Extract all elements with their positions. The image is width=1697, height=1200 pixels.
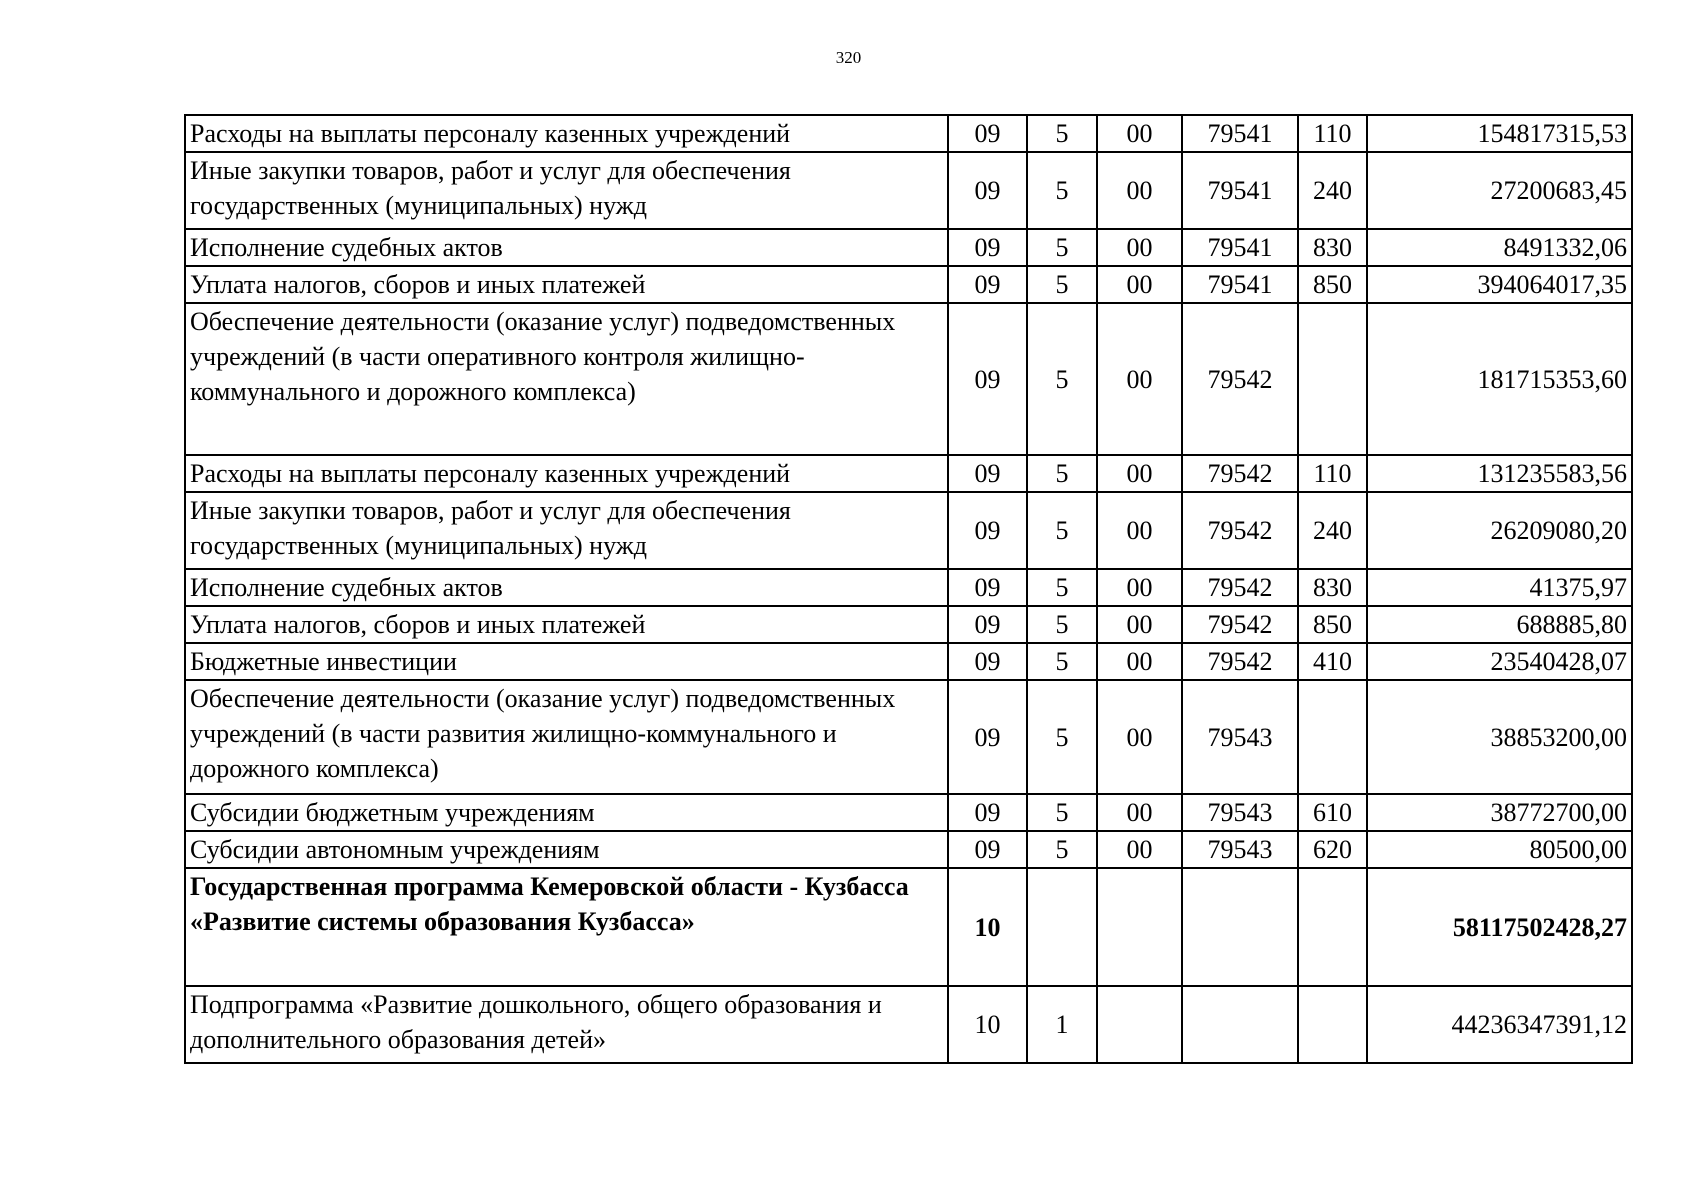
table-row [185,115,1632,152]
activity-code-cell [1097,868,1182,986]
activity-code-cell: 00 [1097,303,1182,455]
activity-code-cell: 00 [1097,643,1182,680]
expense-type-cell: 410 [1298,643,1367,680]
amount-cell: 23540428,07 [1367,643,1632,680]
activity-code-cell: 00 [1097,455,1182,492]
section-code-cell: 09 [948,303,1027,455]
amount-cell: 38853200,00 [1367,680,1632,794]
subprogram-code-cell: 5 [1027,831,1097,868]
subprogram-code-cell: 5 [1027,455,1097,492]
row-name-cell: Расходы на выплаты персоналу казенных учреждений [185,115,948,152]
subprogram-code-cell: 5 [1027,115,1097,152]
expense-type-cell: 610 [1298,794,1367,831]
section-code-cell: 09 [948,152,1027,229]
expense-type-cell: 240 [1298,492,1367,569]
row-name-cell: Государственная программа Кемеровской области - Кузбасса «Развитие системы образования Кузбасса» [185,868,948,986]
table-row [185,303,1632,455]
table-row [185,229,1632,266]
table-row [185,606,1632,643]
row-name-cell: Подпрограмма «Развитие дошкольного, общего образования и дополнительного образования детей» [185,986,948,1063]
activity-code-cell: 00 [1097,229,1182,266]
table-row [185,831,1632,868]
table-row [185,986,1632,1063]
direction-code-cell: 79543 [1182,794,1298,831]
expense-type-cell [1298,868,1367,986]
activity-code-cell: 00 [1097,115,1182,152]
subprogram-code-cell: 5 [1027,492,1097,569]
table-row [185,266,1632,303]
table-row [185,680,1632,794]
row-name-cell: Обеспечение деятельности (оказание услуг) подведомственных учреждений (в части развития жилищно-коммунального и дорожного комплекса) [185,680,948,794]
budget-table [184,114,1633,1064]
activity-code-cell: 00 [1097,152,1182,229]
subprogram-code-cell: 5 [1027,606,1097,643]
section-code-cell: 10 [948,986,1027,1063]
section-code-cell: 09 [948,492,1027,569]
amount-cell: 131235583,56 [1367,455,1632,492]
activity-code-cell: 00 [1097,680,1182,794]
subprogram-code-cell: 5 [1027,794,1097,831]
subprogram-code-cell [1027,868,1097,986]
row-name-cell: Иные закупки товаров, работ и услуг для обеспечения государственных (муниципальных) нужд [185,152,948,229]
subprogram-code-cell: 5 [1027,643,1097,680]
direction-code-cell: 79541 [1182,229,1298,266]
amount-cell: 394064017,35 [1367,266,1632,303]
row-name-cell: Исполнение судебных актов [185,229,948,266]
activity-code-cell: 00 [1097,569,1182,606]
section-code-cell: 09 [948,606,1027,643]
subprogram-code-cell: 5 [1027,680,1097,794]
subprogram-code-cell: 5 [1027,229,1097,266]
row-name-cell: Субсидии бюджетным учреждениям [185,794,948,831]
direction-code-cell: 79542 [1182,643,1298,680]
expense-type-cell [1298,303,1367,455]
direction-code-cell: 79542 [1182,492,1298,569]
direction-code-cell [1182,868,1298,986]
activity-code-cell: 00 [1097,492,1182,569]
amount-cell: 80500,00 [1367,831,1632,868]
direction-code-cell: 79541 [1182,266,1298,303]
direction-code-cell: 79541 [1182,115,1298,152]
amount-cell: 44236347391,12 [1367,986,1632,1063]
activity-code-cell: 00 [1097,266,1182,303]
table-row [185,152,1632,229]
section-code-cell: 09 [948,115,1027,152]
subprogram-code-cell: 5 [1027,303,1097,455]
section-code-cell: 09 [948,831,1027,868]
amount-cell: 688885,80 [1367,606,1632,643]
activity-code-cell: 00 [1097,794,1182,831]
expense-type-cell: 830 [1298,229,1367,266]
amount-cell: 181715353,60 [1367,303,1632,455]
amount-cell: 154817315,53 [1367,115,1632,152]
amount-cell: 27200683,45 [1367,152,1632,229]
section-code-cell: 09 [948,455,1027,492]
amount-cell: 38772700,00 [1367,794,1632,831]
row-name-cell: Бюджетные инвестиции [185,643,948,680]
direction-code-cell: 79542 [1182,606,1298,643]
row-name-cell: Обеспечение деятельности (оказание услуг) подведомственных учреждений (в части оперативного контроля жилищно-коммунального и дорожного комплекса) [185,303,948,455]
direction-code-cell: 79542 [1182,455,1298,492]
expense-type-cell: 110 [1298,115,1367,152]
table-row [185,492,1632,569]
section-code-cell: 09 [948,266,1027,303]
page-number: 320 [835,48,862,67]
expense-type-cell: 850 [1298,606,1367,643]
section-code-cell: 09 [948,643,1027,680]
section-code-cell: 10 [948,868,1027,986]
row-name-cell: Субсидии автономным учреждениям [185,831,948,868]
section-code-cell: 09 [948,229,1027,266]
subprogram-code-cell: 1 [1027,986,1097,1063]
activity-code-cell: 00 [1097,831,1182,868]
amount-cell: 58117502428,27 [1367,868,1632,986]
row-name-cell: Исполнение судебных актов [185,569,948,606]
table-row [185,643,1632,680]
row-name-cell: Иные закупки товаров, работ и услуг для обеспечения государственных (муниципальных) нужд [185,492,948,569]
expense-type-cell: 240 [1298,152,1367,229]
activity-code-cell: 00 [1097,606,1182,643]
subprogram-code-cell: 5 [1027,152,1097,229]
section-code-cell: 09 [948,569,1027,606]
direction-code-cell: 79541 [1182,152,1298,229]
table-row [185,569,1632,606]
section-code-cell: 09 [948,794,1027,831]
amount-cell: 26209080,20 [1367,492,1632,569]
table-row [185,455,1632,492]
expense-type-cell: 620 [1298,831,1367,868]
table-row-program [185,868,1632,986]
expense-type-cell: 830 [1298,569,1367,606]
expense-type-cell: 850 [1298,266,1367,303]
activity-code-cell [1097,986,1182,1063]
expense-type-cell: 110 [1298,455,1367,492]
expense-type-cell [1298,680,1367,794]
table-row [185,794,1632,831]
subprogram-code-cell: 5 [1027,569,1097,606]
direction-code-cell: 79542 [1182,303,1298,455]
direction-code-cell [1182,986,1298,1063]
row-name-cell: Уплата налогов, сборов и иных платежей [185,266,948,303]
direction-code-cell: 79543 [1182,680,1298,794]
section-code-cell: 09 [948,680,1027,794]
direction-code-cell: 79543 [1182,831,1298,868]
direction-code-cell: 79542 [1182,569,1298,606]
row-name-cell: Уплата налогов, сборов и иных платежей [185,606,948,643]
expense-type-cell [1298,986,1367,1063]
amount-cell: 41375,97 [1367,569,1632,606]
amount-cell: 8491332,06 [1367,229,1632,266]
subprogram-code-cell: 5 [1027,266,1097,303]
row-name-cell: Расходы на выплаты персоналу казенных учреждений [185,455,948,492]
